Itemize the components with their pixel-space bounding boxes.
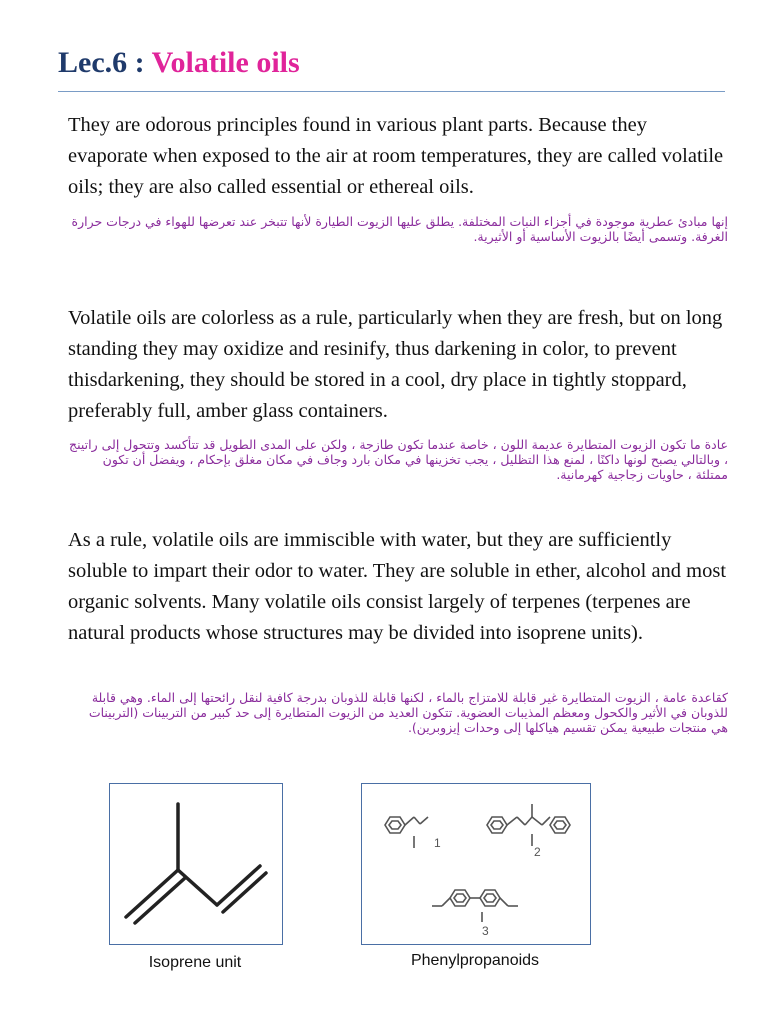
structure-label-3: 3 <box>482 924 489 938</box>
isoprene-caption: Isoprene unit <box>148 954 242 971</box>
phenylpropanoids-figure <box>361 783 591 945</box>
title-divider <box>58 91 725 92</box>
paragraph-1-arabic: إنها مبادئ عطرية موجودة في أجزاء النبات المختلفة. يطلق عليها الزيوت الطيارة لأنها تتبخر عند تعرضها للهواء في درجات حرارة الغرفة. وتسمى أيضًا بالزيوت الأساسية أو الأثيرية. <box>71 214 728 244</box>
paragraph-3-arabic: كقاعدة عامة ، الزيوت المتطايرة غير قابلة للامتزاج بالماء ، لكنها قابلة للذوبان بدرجة كافية لنقل رائحتها إلى الماء. وهي قابلة للذوبان في الأثير والكحول ومعظم المذيبات العضوية. تتكون العديد من الزيوت المتطايرة إلى حد كبير من التربينات (التربينات هي منتجات طبيعية يمكن تقسيم هياكلها إلى وحدات إيزوبرين). <box>88 690 728 735</box>
lecture-topic: Volatile oils <box>151 46 300 79</box>
paragraph-2-english: Volatile oils are colorless as a rule, particularly when they are fresh, but on long standing they may oxidize and resinify, thus darkening in color, to prevent thisdarkening, they should be stored in a cool, dry place in tightly stoppard, preferably full, amber glass containers. <box>68 307 723 422</box>
structure-label-1: 1 <box>434 836 441 850</box>
paragraph-1-english: They are odorous principles found in various plant parts. Because they evaporate when exposed to the air at room temperatures, they are called volatile oils; they are also called essential or ethereal oils. <box>68 114 724 198</box>
page-title <box>58 46 300 80</box>
lecture-label: Lec.6 : <box>58 46 145 79</box>
paragraph-2-arabic: عادة ما تكون الزيوت المتطايرة عديمة اللون ، خاصة عندما تكون طازجة ، ولكن على المدى الطويل قد تتأكسد وتتحول إلى راتينج ، وبالتالي يصبح لونها داكنًا ، لمنع هذا التظليل ، يجب تخزينها في مكان بارد وجاف في مكان مغلق بإحكام ، ويفضل أن تكون ممتلئة ، حاويات زجاجية كهرمانية. <box>69 437 728 482</box>
paragraph-3-english: As a rule, volatile oils are immiscible with water, but they are sufficiently soluble to impart their odor to water. They are soluble in ether, alcohol and most organic solvents. Many volatile oils consist largely of terpenes (terpenes are natural products whose structures may be divided into isoprene units). <box>68 529 727 644</box>
structure-label-2: 2 <box>534 845 541 859</box>
phenylpropanoids-caption: Phenylpropanoids <box>410 952 540 969</box>
isoprene-structure-image <box>110 784 282 944</box>
phenylpropanoids-structure-image <box>362 784 590 944</box>
isoprene-figure <box>109 783 283 945</box>
